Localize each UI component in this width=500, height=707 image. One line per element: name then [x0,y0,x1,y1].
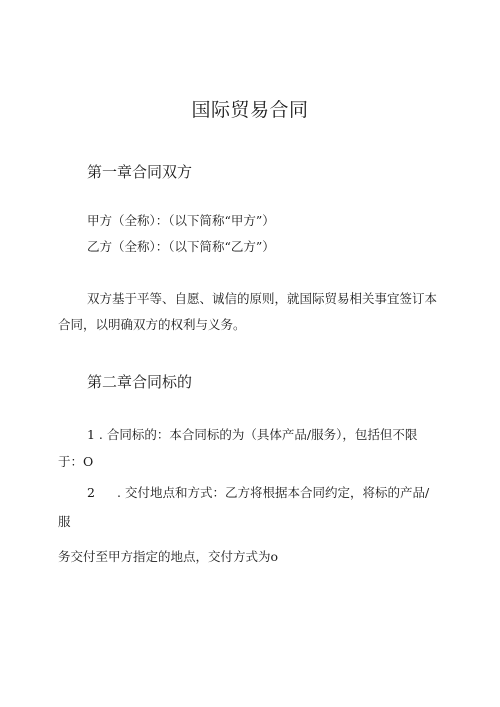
party-b-line: 乙方（全称）：（以下简称“乙方”） [87,239,275,254]
clause-2-line-1: . 交付地点和方式：乙方将根据本合同约定，将标的产品/ [117,485,430,500]
clause-1-line-2: 于：O [58,454,94,469]
party-a-line: 甲方（全称）：（以下简称“甲方”） [87,213,275,228]
clause-2-number: 2 [87,485,95,500]
clause-1-line-1: 1 . 合同标的：本合同标的为（具体产品/服务），包括但不限 [87,427,418,442]
chapter-2-heading: 第二章合同标的 [87,373,193,391]
chapter-1-heading: 第一章合同双方 [87,163,193,181]
document-title: 国际贸易合同 [191,99,309,121]
clause-2-line-3: 务交付至甲方指定的地点，交付方式为o [58,549,279,564]
intro-paragraph-line-2: 合同，以明确双方的权利与义务。 [58,317,246,332]
clause-2-line-2: 服 [58,514,71,529]
intro-paragraph-line-1: 双方基于平等、自愿、诚信的原则，就国际贸易相关事宜签订本 [87,291,438,306]
